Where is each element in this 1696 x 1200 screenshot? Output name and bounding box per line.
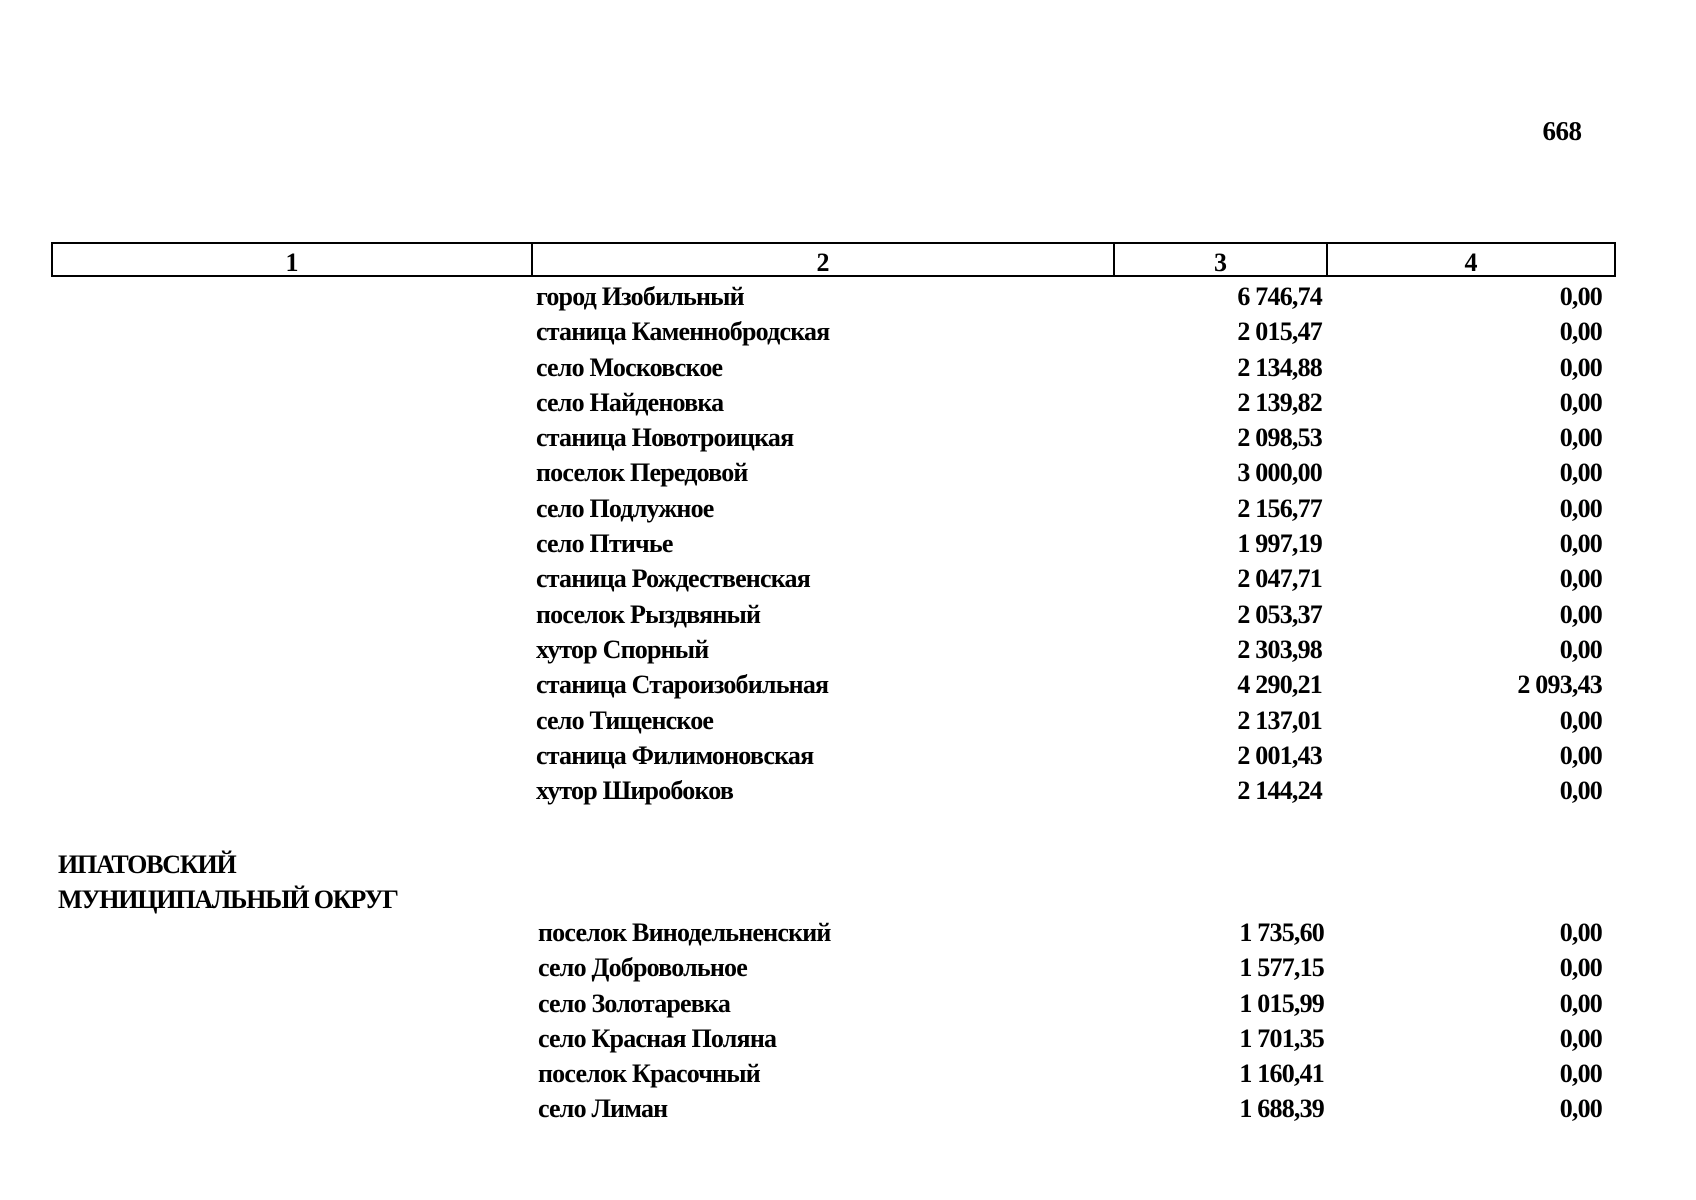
table-row — [0, 741, 1696, 776]
value-col-3: 2 139,82 — [1237, 387, 1322, 417]
value-col-3: 1 015,99 — [1239, 988, 1324, 1018]
table-row — [0, 989, 1696, 1024]
value-col-4: 0,00 — [1559, 529, 1602, 559]
settlement-name: село Московское — [536, 352, 723, 382]
table-row — [0, 635, 1696, 670]
table-row — [0, 317, 1696, 352]
value-col-3: 1 701,35 — [1239, 1023, 1324, 1053]
settlement-name: станица Новотроицкая — [536, 423, 794, 453]
settlement-name: поселок Винодельненский — [538, 918, 831, 947]
value-col-4: 2 093,43 — [1517, 670, 1602, 700]
table-header — [51, 242, 1616, 277]
settlement-name: село Птичье — [536, 529, 673, 559]
table-row — [0, 918, 1696, 953]
table-row — [0, 494, 1696, 529]
section-title-line-2: МУНИЦИПАЛЬНЫЙ ОКРУГ — [58, 885, 398, 914]
value-col-4: 0,00 — [1559, 953, 1602, 983]
settlement-name: хутор Широбоков — [536, 776, 734, 806]
value-col-3: 1 997,19 — [1237, 529, 1322, 559]
value-col-3: 4 290,21 — [1237, 670, 1322, 700]
settlement-name: станица Филимоновская — [536, 740, 814, 770]
value-col-3: 2 015,47 — [1237, 317, 1322, 347]
value-col-4: 0,00 — [1559, 493, 1602, 523]
value-col-4: 0,00 — [1559, 988, 1602, 1018]
settlement-name: село Красная Поляна — [538, 1023, 777, 1053]
settlement-name: станица Каменнобродская — [536, 317, 830, 347]
value-col-3: 2 001,43 — [1237, 740, 1322, 770]
value-col-3: 2 144,24 — [1237, 776, 1322, 806]
value-col-3: 2 098,53 — [1237, 423, 1322, 453]
settlement-name: село Золотаревка — [538, 988, 731, 1018]
table-row — [0, 1024, 1696, 1059]
value-col-4: 0,00 — [1559, 1023, 1602, 1053]
value-col-4: 0,00 — [1559, 740, 1602, 770]
table-row — [0, 282, 1696, 317]
settlement-name: село Добровольное — [538, 953, 747, 983]
value-col-4: 0,00 — [1559, 1094, 1602, 1124]
header-col-1: 1 — [53, 244, 533, 275]
table-row — [0, 706, 1696, 741]
section-title-line-1: ИПАТОВСКИЙ — [58, 850, 236, 879]
table-row — [0, 670, 1696, 705]
value-col-3: 1 577,15 — [1239, 953, 1324, 983]
settlement-name: поселок Передовой — [536, 458, 748, 488]
table-row — [0, 776, 1696, 811]
value-col-3: 1 735,60 — [1239, 918, 1324, 947]
settlement-name: поселок Рыздвяный — [536, 599, 761, 629]
settlement-name: город Изобильный — [536, 282, 744, 311]
value-col-4: 0,00 — [1559, 387, 1602, 417]
page-number: 668 — [1542, 116, 1582, 146]
settlement-name: село Найденовка — [536, 387, 724, 417]
header-col-3: 3 — [1115, 244, 1328, 275]
settlement-name: станица Староизобильная — [536, 670, 829, 700]
value-col-3: 2 156,77 — [1237, 493, 1322, 523]
settlement-name: село Подлужное — [536, 493, 714, 523]
table-row — [0, 388, 1696, 423]
value-col-4: 0,00 — [1559, 423, 1602, 453]
settlement-name: село Лиман — [538, 1094, 668, 1124]
table-row — [0, 353, 1696, 388]
value-col-3: 3 000,00 — [1237, 458, 1322, 488]
table-row — [0, 458, 1696, 493]
table-row — [0, 953, 1696, 988]
section-title — [58, 847, 398, 917]
value-col-4: 0,00 — [1559, 317, 1602, 347]
value-col-4: 0,00 — [1559, 918, 1602, 947]
value-col-4: 0,00 — [1559, 634, 1602, 664]
value-col-3: 2 047,71 — [1237, 564, 1322, 594]
header-col-4: 4 — [1464, 248, 1478, 277]
value-col-4: 0,00 — [1559, 776, 1602, 806]
value-col-3: 6 746,74 — [1237, 282, 1322, 311]
value-col-4: 0,00 — [1559, 352, 1602, 382]
table-row — [0, 423, 1696, 458]
table-row — [0, 1094, 1696, 1129]
value-col-4: 0,00 — [1559, 705, 1602, 735]
value-col-4: 0,00 — [1559, 458, 1602, 488]
table-body-section-2 — [0, 918, 1696, 1130]
value-col-4: 0,00 — [1559, 1059, 1602, 1089]
value-col-3: 2 053,37 — [1237, 599, 1322, 629]
table-row — [0, 529, 1696, 564]
value-col-3: 1 688,39 — [1239, 1094, 1324, 1124]
settlement-name: поселок Красочный — [538, 1059, 760, 1089]
table-row — [0, 564, 1696, 599]
value-col-3: 1 160,41 — [1239, 1059, 1324, 1089]
value-col-4: 0,00 — [1559, 282, 1602, 311]
settlement-name: хутор Спорный — [536, 634, 709, 664]
value-col-3: 2 134,88 — [1237, 352, 1322, 382]
value-col-3: 2 137,01 — [1237, 705, 1322, 735]
value-col-4: 0,00 — [1559, 564, 1602, 594]
value-col-4: 0,00 — [1559, 599, 1602, 629]
table-body-section-1 — [0, 282, 1696, 811]
value-col-3: 2 303,98 — [1237, 634, 1322, 664]
header-col-2: 2 — [533, 244, 1115, 275]
settlement-name: село Тищенское — [536, 705, 714, 735]
settlement-name: станица Рождественская — [536, 564, 810, 594]
table-row — [0, 1059, 1696, 1094]
table-row — [0, 600, 1696, 635]
